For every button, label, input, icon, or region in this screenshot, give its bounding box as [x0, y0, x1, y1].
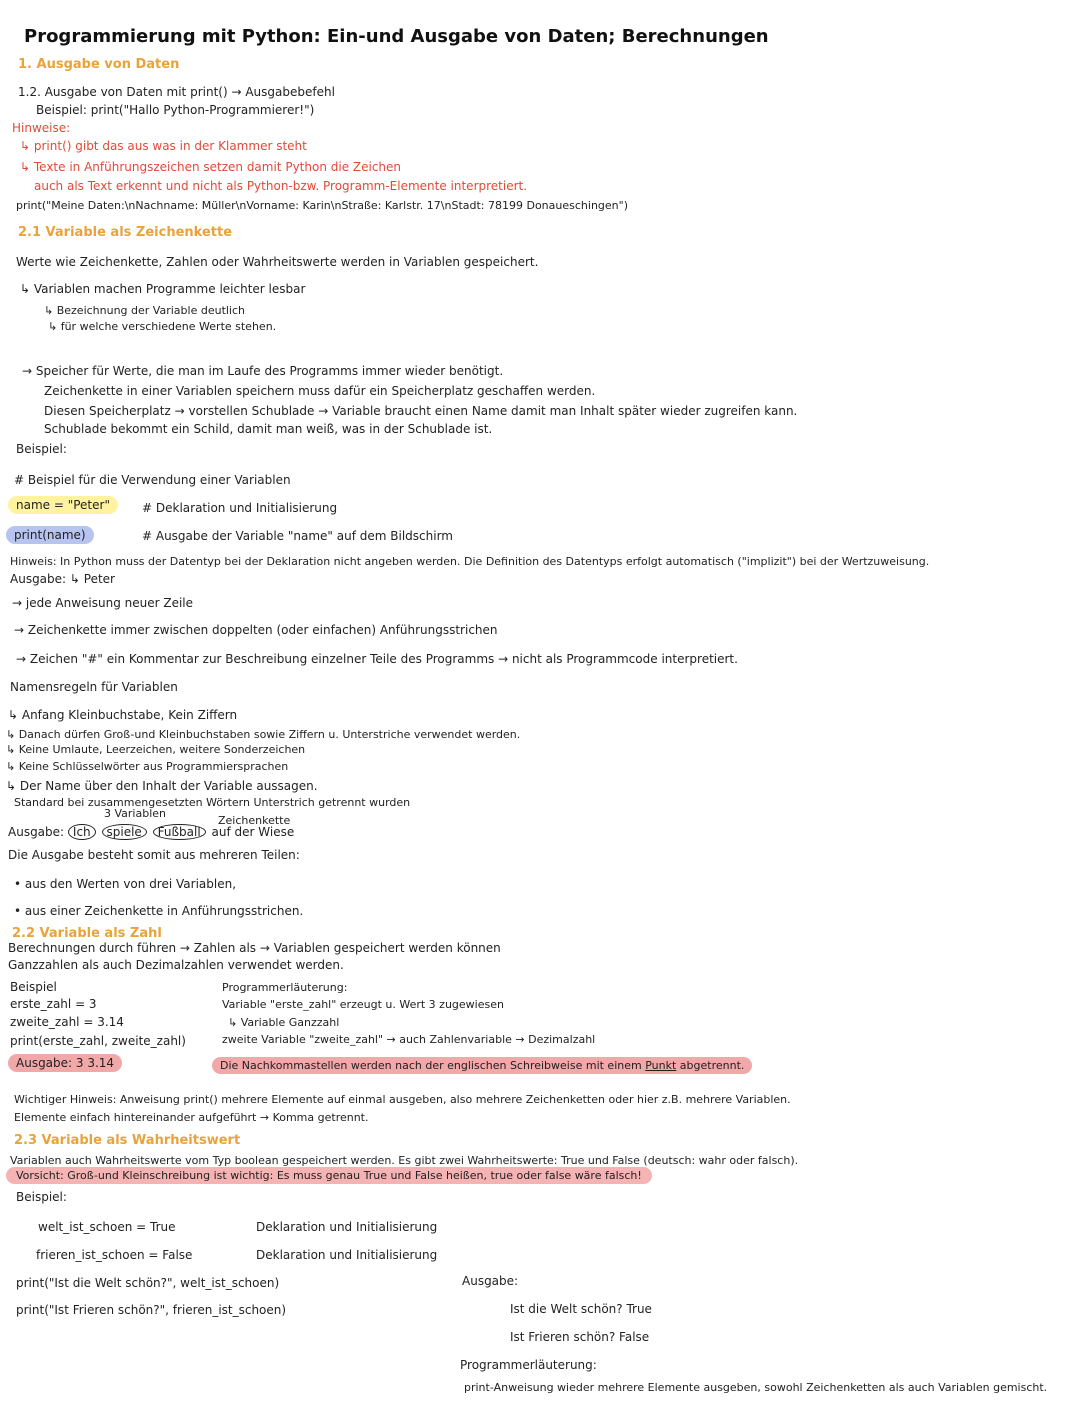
code-assignment: name = "Peter": [8, 496, 118, 514]
annotation: 3 Variablen: [104, 807, 167, 820]
text-line: Diesen Speicherplatz → vorstellen Schublade → Variable braucht einen Name damit man Inhalt später wieder zugreifen kann.: [44, 404, 798, 418]
output-value: Ausgabe: 3 3.14: [8, 1054, 122, 1072]
circled-word: spiele: [102, 824, 147, 840]
text-line: Hinweise:: [12, 121, 71, 135]
code-line: print("Meine Daten:\nNachname: Müller\nVorname: Karin\nStraße: Karlstr. 17\nStadt: 78199 Donaueschingen"): [16, 199, 628, 212]
text-line: auch als Text erkennt und nicht als Python-bzw. Programm-Elemente interpretiert.: [34, 179, 528, 193]
text-line: Beispiel: print("Hallo Python-Programmierer!"): [36, 103, 315, 117]
text-line: Ganzzahlen als auch Dezimalzahlen verwendet werden.: [8, 958, 344, 972]
circled-word: Fußball: [153, 824, 206, 840]
text-line: Schublade bekommt ein Schild, damit man weiß, was in der Schublade ist.: [44, 422, 493, 436]
code-line: print("Ist die Welt schön?", welt_ist_schoen): [16, 1276, 280, 1290]
output-label: Ausgabe:: [8, 825, 65, 839]
code-line: erste_zahl = 3: [10, 997, 97, 1011]
code-comment: # Beispiel für die Verwendung einer Variablen: [14, 473, 291, 487]
output-highlight: [8, 1056, 122, 1071]
text-line: Namensregeln für Variablen: [10, 680, 178, 694]
bullet-item: • aus den Werten von drei Variablen,: [14, 877, 237, 891]
text-line: zweite Variable "zweite_zahl" → auch Zahlenvariable → Dezimalzahl: [222, 1033, 596, 1046]
text-line: ↳ für welche verschiedene Werte stehen.: [48, 320, 277, 333]
code-line: zweite_zahl = 3.14: [10, 1015, 124, 1029]
text-line: Programmerläuterung:: [222, 981, 348, 994]
text-line: Beispiel:: [16, 1190, 67, 1204]
text-line: Standard bei zusammengesetzten Wörtern Unterstrich getrennt wurden: [14, 796, 411, 809]
output-label: Ausgabe:: [462, 1274, 519, 1288]
text-line: Beispiel:: [16, 442, 67, 456]
note-part: Die Nachkommastellen werden nach der englischen Schreibweise mit einem: [220, 1059, 642, 1072]
text-line: Variablen auch Wahrheitswerte vom Typ boolean gespeichert werden. Es gibt zwei Wahrheitswerte: True und False (deutsch: wahr oder falsch).: [10, 1154, 799, 1167]
circled-word: Ich: [68, 824, 96, 840]
text-line: ↳ Keine Schlüsselwörter aus Programmiersprachen: [6, 760, 289, 773]
text-line: ↳ Anfang Kleinbuchstabe, Kein Ziffern: [8, 708, 238, 722]
code-line-highlight: [6, 528, 94, 543]
note-text: [212, 1057, 752, 1074]
text-line: → jede Anweisung neuer Zeile: [12, 596, 194, 610]
text-line: → Zeichenkette immer zwischen doppelten (oder einfachen) Anführungsstrichen: [14, 623, 498, 637]
text-line: ↳ print() gibt das aus was in der Klammer steht: [20, 139, 307, 153]
section-heading-1: 1. Ausgabe von Daten: [18, 57, 180, 72]
page-title: Programmierung mit Python: Ein-und Ausgabe von Daten; Berechnungen: [24, 26, 769, 47]
note-highlight: [212, 1058, 752, 1073]
code-comment: Deklaration und Initialisierung: [256, 1248, 438, 1262]
text-line: Wichtiger Hinweis: Anweisung print() mehrere Elemente auf einmal ausgeben, also mehrere Zeichenketten oder hier z.B. mehrere Variablen.: [14, 1093, 791, 1106]
text-line: Elemente einfach hintereinander aufgeführt → Komma getrennt.: [14, 1111, 369, 1124]
text-line: Hinweis: In Python muss der Datentyp bei der Deklaration nicht angeben werden. Die Definition des Datentyps erfolgt automatisch ("implizit") bei der Wertzuweisung.: [10, 555, 930, 568]
note-part: abgetrennt.: [679, 1059, 745, 1072]
text-line: Variable "erste_zahl" erzeugt u. Wert 3 zugewiesen: [222, 998, 504, 1011]
text-line: ↳ Keine Umlaute, Leerzeichen, weitere Sonderzeichen: [6, 743, 306, 756]
code-line: print(erste_zahl, zweite_zahl): [10, 1034, 186, 1048]
text-line: → Speicher für Werte, die man im Laufe des Programms immer wieder benötigt.: [22, 364, 504, 378]
text-line: ↳ Der Name über den Inhalt der Variable aussagen.: [6, 779, 318, 793]
text-line: ↳ Variablen machen Programme leichter lesbar: [20, 282, 306, 296]
warning-highlight: [6, 1168, 652, 1183]
code-line: welt_ist_schoen = True: [38, 1220, 176, 1234]
code-line: print("Ist Frieren schön?", frieren_ist_schoen): [16, 1303, 287, 1317]
text-line: Programmerläuterung:: [460, 1358, 597, 1372]
text-line: ↳ Texte in Anführungszeichen setzen damit Python die Zeichen: [20, 160, 402, 174]
output-line: Ist die Welt schön? True: [510, 1302, 652, 1316]
code-print: print(name): [6, 526, 94, 544]
output-rest: auf der Wiese: [211, 825, 295, 839]
text-line: ↳ Bezeichnung der Variable deutlich: [44, 304, 246, 317]
code-comment: Deklaration und Initialisierung: [256, 1220, 438, 1234]
warning-text: Vorsicht: Groß-und Kleinschreibung ist wichtig: Es muss genau True und False heißen, true oder false wäre falsch!: [6, 1167, 652, 1184]
text-line: Beispiel: [10, 980, 57, 994]
code-comment: # Ausgabe der Variable "name" auf dem Bildschirm: [142, 529, 453, 543]
output-line: Ist Frieren schön? False: [510, 1330, 650, 1344]
text-line: Ausgabe: ↳ Peter: [10, 572, 115, 586]
text-line: print-Anweisung wieder mehrere Elemente ausgeben, sowohl Zeichenketten als auch Variablen gemischt.: [464, 1381, 1048, 1394]
text-line: ↳ Danach dürfen Groß-und Kleinbuchstaben sowie Ziffern u. Unterstriche verwendet werden.: [6, 728, 521, 741]
code-line: frieren_ist_schoen = False: [36, 1248, 193, 1262]
note-part: Punkt: [645, 1059, 677, 1072]
annotation: Zeichenkette: [218, 814, 291, 827]
section-heading-2-1: 2.1 Variable als Zeichenkette: [18, 225, 233, 240]
section-heading-2-2: 2.2 Variable als Zahl: [12, 926, 162, 941]
text-line: 1.2. Ausgabe von Daten mit print() → Ausgabebefehl: [18, 85, 335, 99]
section-heading-2-3: 2.3 Variable als Wahrheitswert: [14, 1133, 241, 1148]
code-line-highlight: [8, 498, 118, 513]
text-line: Werte wie Zeichenkette, Zahlen oder Wahrheitswerte werden in Variablen gespeichert.: [16, 255, 539, 269]
bullet-item: • aus einer Zeichenkette in Anführungsstrichen.: [14, 904, 304, 918]
code-comment: # Deklaration und Initialisierung: [142, 501, 338, 515]
text-line: Die Ausgabe besteht somit aus mehreren Teilen:: [8, 848, 300, 862]
text-line: Zeichenkette in einer Variablen speichern muss dafür ein Speicherplatz geschaffen werden.: [44, 384, 596, 398]
output-line: [8, 825, 294, 840]
text-line: ↳ Variable Ganzzahl: [228, 1016, 340, 1029]
text-line: → Zeichen "#" ein Kommentar zur Beschreibung einzelner Teile des Programms → nicht als Programmcode interpretiert.: [16, 652, 738, 666]
text-line: Berechnungen durch führen → Zahlen als → Variablen gespeichert werden können: [8, 941, 501, 955]
